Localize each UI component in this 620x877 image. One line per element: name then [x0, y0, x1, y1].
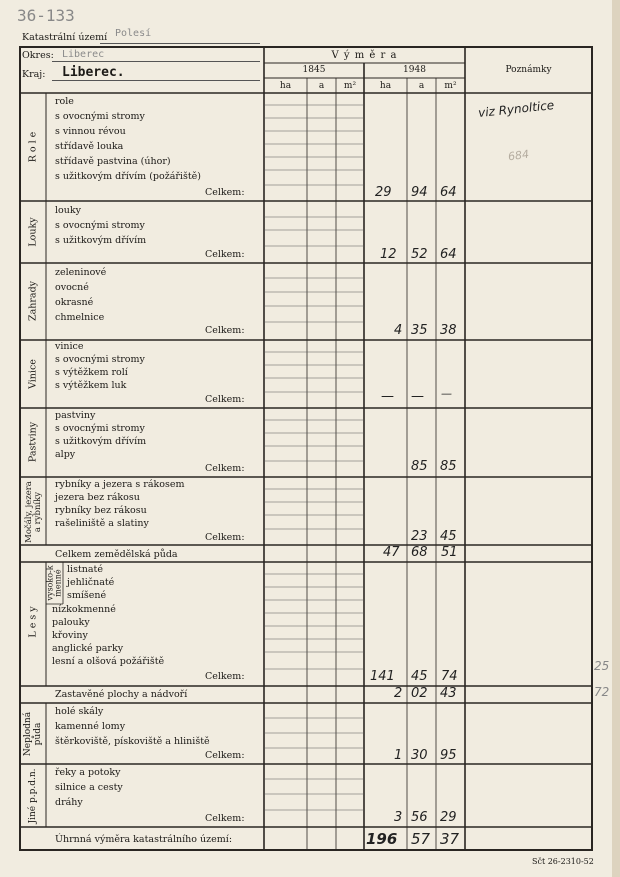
edge-note-top: 25 — [594, 659, 610, 673]
unit-m2-1948: m² — [444, 81, 457, 91]
forest-sub-label-text: vysoko-kmenné — [45, 565, 63, 601]
row-label: rašeliniště a slatiny — [55, 518, 149, 529]
total-a: 45 — [411, 669, 428, 684]
grand-total-ha: 196 — [366, 830, 398, 848]
row-label: palouky — [52, 617, 90, 628]
grand-total-label: Úhrnná výměra katastrálního území: — [55, 834, 233, 845]
forest-sub-label — [46, 562, 63, 604]
row-label: okrasné — [55, 297, 94, 308]
total-m2: 64 — [440, 185, 457, 200]
row-label: alpy — [55, 449, 76, 460]
row-label: s ovocnými stromy — [55, 354, 145, 365]
total-a: 30 — [411, 748, 428, 763]
total-label: Celkem: — [205, 394, 245, 405]
pencil-note: 684 — [507, 147, 530, 164]
total-ha: 141 — [370, 669, 395, 684]
total-m2: 29 — [440, 810, 457, 825]
section-label-louky: Louky — [27, 217, 39, 247]
remarks-note: viz Rynoltice — [477, 98, 555, 120]
row-label: pastviny — [55, 410, 96, 421]
cadastral-label: Katastrální území — [22, 32, 108, 43]
section-label-zahrady: Zahrady — [27, 280, 39, 322]
total-a: — — [411, 389, 424, 404]
row-label: silnice a cesty — [55, 782, 123, 793]
row-label: s ovocnými stromy — [55, 220, 145, 231]
row-label: s výtěžkem rolí — [55, 367, 128, 378]
reference-number: 36-133 — [17, 6, 75, 25]
region-value: Liberec. — [62, 65, 125, 80]
row-label: s vinnou révou — [55, 126, 126, 137]
row-label: s výtěžkem luk — [55, 380, 127, 391]
row-label: ovocné — [55, 282, 89, 293]
unit-a-1948: a — [418, 81, 425, 91]
total-label: Celkem: — [205, 671, 245, 682]
total-ha: — — [381, 389, 394, 404]
total-label: Celkem: — [205, 750, 245, 761]
district-label: Okres: — [22, 50, 54, 61]
row-label: role — [55, 96, 74, 107]
agri-total-a: 68 — [411, 545, 428, 560]
row-label: jezera bez rákosu — [55, 492, 140, 503]
total-label: Celkem: — [205, 813, 245, 824]
footer-code: Sčt 26-2310-52 — [532, 857, 594, 866]
built-ha: 2 — [394, 686, 403, 701]
section-label-vinice: Vinice — [27, 359, 39, 389]
total-ha: 3 — [394, 810, 403, 825]
row-label: smíšené — [67, 590, 107, 601]
total-ha: 1 — [394, 748, 403, 763]
section-label-jine-text: Jiné p.p.d.n. — [27, 768, 38, 824]
row-label: dráhy — [55, 797, 83, 808]
row-label: holé skály — [55, 706, 104, 717]
row-label: louky — [55, 205, 81, 216]
unit-m2-1845: m² — [343, 81, 357, 91]
row-label: střídavě louka — [55, 141, 124, 152]
total-m2: — — [441, 387, 452, 400]
row-label: lesní a olšová požářiště — [52, 656, 165, 667]
total-m2: 38 — [440, 323, 457, 338]
row-label: vinice — [55, 341, 84, 352]
total-label: Celkem: — [205, 325, 245, 336]
remarks-header: Poznámky — [505, 65, 552, 75]
section-label-neplodna-text: Neplodná půda — [22, 711, 43, 757]
total-m2: 85 — [440, 459, 457, 474]
section-label-role: R o l e — [27, 131, 39, 163]
unit-ha-1845: ha — [279, 81, 292, 91]
row-label: s ovocnými stromy — [55, 111, 145, 122]
row-label: kamenné lomy — [55, 721, 126, 732]
total-m2: 74 — [441, 669, 458, 684]
row-label: anglické parky — [52, 643, 124, 654]
agri-total-ha: 47 — [383, 545, 400, 560]
section-label-lesy: L e s y — [27, 606, 39, 638]
total-label: Celkem: — [205, 532, 245, 543]
row-label: zeleninové — [55, 267, 107, 278]
row-label: křoviny — [52, 630, 88, 641]
row-label: nízkokmenné — [52, 604, 116, 615]
area-header: V ý m ě r a — [331, 50, 398, 61]
year-1948-header: 1948 — [403, 65, 426, 75]
row-label: rybníky a jezera s rákosem — [55, 479, 185, 490]
total-m2: 64 — [440, 247, 457, 262]
cadastral-value: Polesí — [115, 28, 152, 39]
total-ha: 4 — [394, 323, 403, 338]
edge-note-bottom: 72 — [594, 685, 610, 699]
grand-total-a: 57 — [411, 830, 431, 848]
agri-total-label: Celkem zemědělská půda — [55, 549, 178, 560]
built-a: 02 — [411, 686, 428, 701]
total-a: 94 — [411, 185, 428, 200]
section-label-mocaly-text: Močály, jezera a rybníky — [23, 480, 43, 543]
row-label: s užitkovým dřívím (požářiště) — [55, 171, 201, 182]
row-label: rybníky bez rákosu — [55, 505, 147, 516]
agri-total-m2: 51 — [441, 545, 458, 560]
total-label: Celkem: — [205, 463, 245, 474]
row-label: s ovocnými stromy — [55, 423, 145, 434]
row-label: řeky a potoky — [55, 767, 121, 778]
total-a: 56 — [411, 810, 428, 825]
section-label-pastviny: Pastviny — [27, 421, 39, 463]
total-ha: 12 — [380, 247, 397, 262]
total-m2: 95 — [440, 748, 457, 763]
row-label: jehličnaté — [67, 577, 115, 588]
total-ha: 29 — [375, 185, 392, 200]
row-label: štěrkoviště, pískoviště a hliniště — [55, 736, 210, 747]
row-label: listnaté — [67, 564, 103, 575]
built-label: Zastavěné plochy a nádvoří — [55, 689, 188, 700]
total-a: 85 — [411, 459, 428, 474]
total-label: Celkem: — [205, 187, 245, 198]
region-label: Kraj: — [22, 69, 46, 80]
row-label: s užitkovým dřívím — [55, 436, 147, 447]
section-label-neplodna — [21, 704, 46, 764]
built-m2: 43 — [440, 686, 457, 701]
year-1845-header: 1845 — [302, 65, 326, 75]
section-label-mocaly — [21, 478, 46, 545]
row-label: chmelnice — [55, 312, 105, 323]
total-a: 35 — [411, 323, 428, 338]
unit-a-1845: a — [318, 81, 325, 91]
total-a: 52 — [411, 247, 428, 262]
total-label: Celkem: — [205, 249, 245, 260]
total-a: 23 — [411, 529, 428, 544]
grand-total-m2: 37 — [440, 830, 460, 848]
total-m2: 45 — [440, 529, 457, 544]
unit-ha-1948: ha — [379, 81, 392, 91]
section-label-jine — [21, 765, 46, 827]
row-label: střídavě pastvina (úhor) — [55, 156, 171, 167]
district-value: Liberec — [62, 49, 105, 60]
row-label: s užitkovým dřívím — [55, 235, 147, 246]
